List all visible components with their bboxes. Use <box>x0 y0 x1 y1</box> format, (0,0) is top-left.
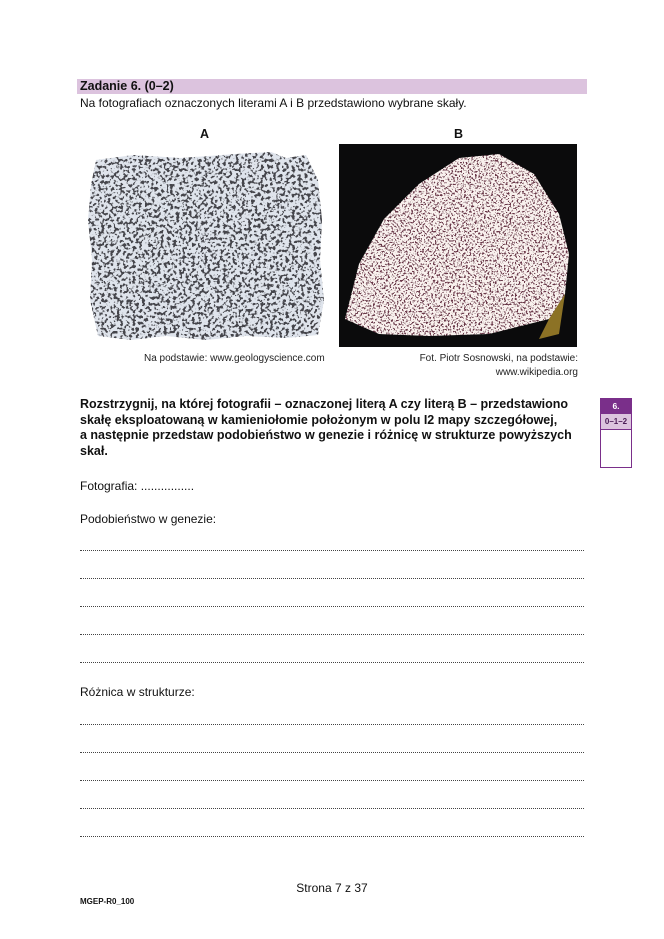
difference-answer-line[interactable] <box>80 808 584 809</box>
task-question <box>80 397 585 459</box>
similarity-label: Podobieństwo w genezie: <box>80 512 217 526</box>
similarity-answer-line[interactable] <box>80 550 584 551</box>
photo-b-porphyry <box>339 144 577 347</box>
photo-answer-label[interactable]: Fotografia: ................ <box>80 479 195 493</box>
difference-answer-line[interactable] <box>80 780 584 781</box>
difference-label: Różnica w strukturze: <box>80 685 195 699</box>
question-line: Rozstrzygnij, na której fotografii – oznaczonej literą A czy literą B – przedstawiono <box>80 397 569 411</box>
similarity-answer-line[interactable] <box>80 606 584 607</box>
page-number: Strona 7 z 37 <box>296 881 368 895</box>
exam-code: MGEP-R0_100 <box>80 897 135 906</box>
photo-a-label: A <box>200 127 210 141</box>
question-line: skał. <box>80 443 108 458</box>
difference-answer-line[interactable] <box>80 724 584 725</box>
photo-b-caption-line2: www.wikipedia.org <box>495 367 578 378</box>
similarity-answer-line[interactable] <box>80 578 584 579</box>
difference-answer-line[interactable] <box>80 836 584 837</box>
similarity-answer-line[interactable] <box>80 634 584 635</box>
similarity-answer-line[interactable] <box>80 662 584 663</box>
task-title: Zadanie 6. (0–2) <box>80 79 174 93</box>
score-box <box>600 398 632 468</box>
question-line: a następnie przedstaw podobieństwo w genezie i różnicę w strukturze powyższych <box>80 428 572 442</box>
photo-a-caption: Na podstawie: www.geologyscience.com <box>144 353 325 364</box>
difference-answer-line[interactable] <box>80 752 584 753</box>
score-task-number: 6. <box>601 399 631 414</box>
score-range[interactable]: 0–1–2 <box>601 414 631 430</box>
photo-a-granite <box>86 150 326 345</box>
task-intro: Na fotografiach oznaczonych literami A i B przedstawiono wybrane skały. <box>80 96 467 110</box>
question-line: skałę eksploatowaną w kamieniołomie położonym w polu I2 mapy szczegółowej, <box>80 412 558 427</box>
photo-b-label: B <box>454 127 464 141</box>
photo-b-caption-line1: Fot. Piotr Sosnowski, na podstawie: <box>419 353 578 364</box>
